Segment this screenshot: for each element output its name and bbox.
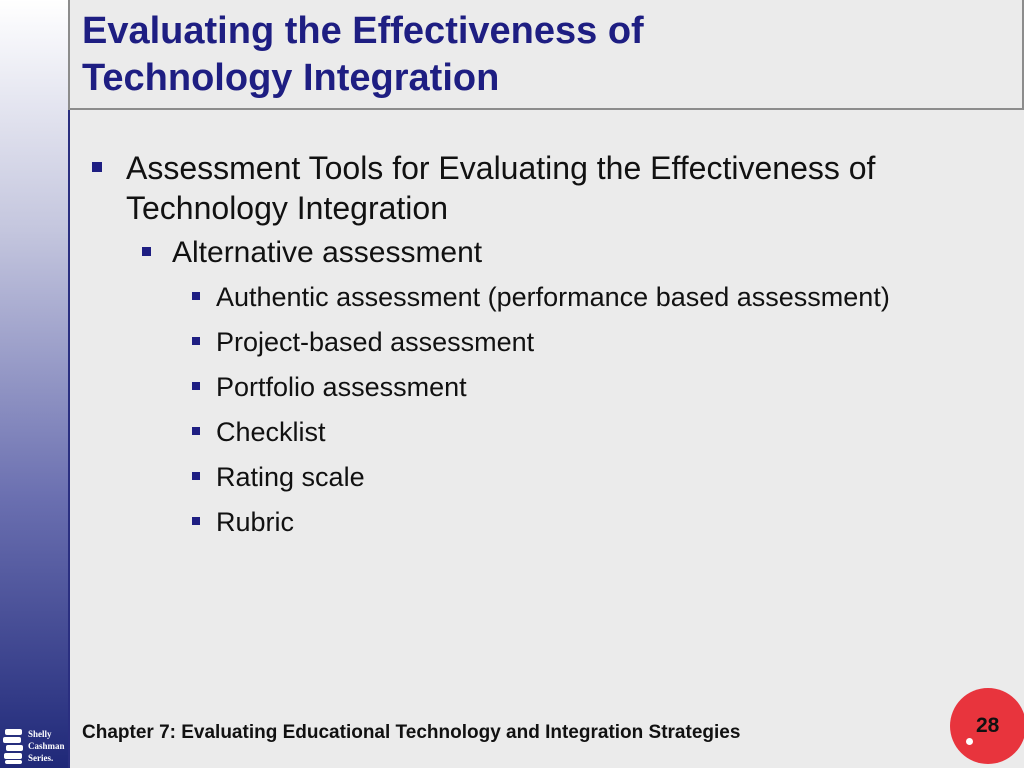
bullet-text: Portfolio assessment — [216, 372, 467, 402]
square-bullet-icon — [192, 337, 200, 345]
logo-text — [28, 728, 65, 764]
bullet-text: Project-based assessment — [216, 327, 535, 357]
bullet-item-level3 — [90, 460, 990, 494]
bullet-item-level1 — [90, 148, 990, 228]
bullet-text: Checklist — [216, 417, 326, 447]
bullet-item-level3 — [90, 505, 990, 539]
bullet-text: Rating scale — [216, 462, 365, 492]
bullet-item-level3 — [90, 325, 990, 359]
bullet-item-level2 — [90, 234, 990, 272]
title-box — [68, 0, 1024, 110]
logo-line-1: Shelly — [28, 729, 52, 739]
square-bullet-icon — [192, 292, 200, 300]
left-sidebar-bar — [0, 0, 70, 768]
title-line-2: Technology Integration — [82, 57, 500, 99]
publisher-logo — [2, 727, 68, 765]
slide-title — [82, 8, 1010, 102]
square-bullet-icon — [192, 472, 200, 480]
book-stack-icon — [2, 727, 26, 765]
square-bullet-icon — [92, 162, 102, 172]
bullet-item-level3 — [90, 415, 990, 449]
bullet-list — [90, 148, 990, 550]
bullet-text: Alternative assessment — [172, 236, 483, 269]
bullet-text: Assessment Tools for Evaluating the Effectiveness of Technology Integration — [126, 150, 876, 226]
square-bullet-icon — [192, 427, 200, 435]
badge-dot-icon — [966, 738, 973, 745]
bullet-item-level3 — [90, 370, 990, 404]
title-line-1: Evaluating the Effectiveness of — [82, 10, 644, 52]
logo-line-3: Series. — [28, 753, 54, 763]
square-bullet-icon — [192, 382, 200, 390]
square-bullet-icon — [142, 247, 151, 256]
page-number: 28 — [976, 714, 1000, 737]
square-bullet-icon — [192, 517, 200, 525]
logo-line-2: Cashman — [28, 741, 65, 751]
bullet-text: Rubric — [216, 507, 295, 537]
bullet-item-level3 — [90, 280, 990, 314]
footer-chapter-text: Chapter 7: Evaluating Educational Technology and Integration Strategies — [82, 722, 741, 743]
bullet-text: Authentic assessment (performance based assessment) — [216, 282, 890, 312]
